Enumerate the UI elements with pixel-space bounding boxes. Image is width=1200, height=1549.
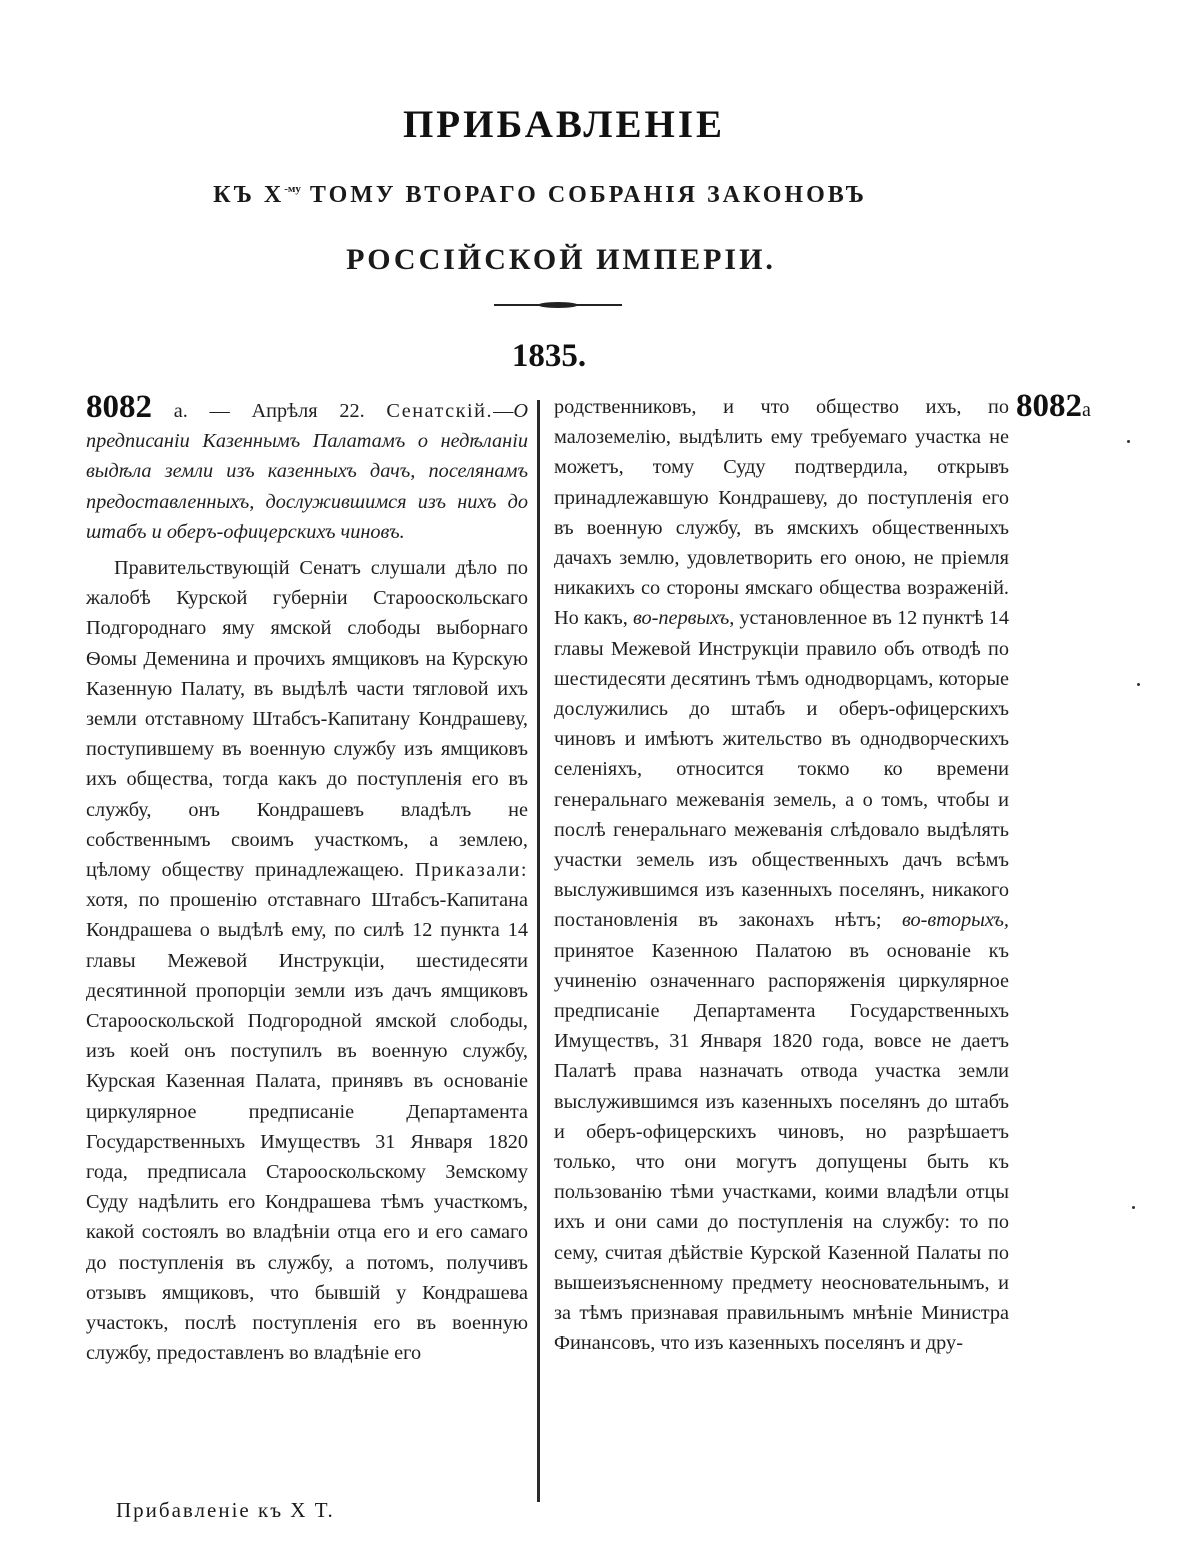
subtitle-sup: -му <box>284 183 301 195</box>
signature-mark: Прибавленіе къ X Т. <box>116 1498 335 1522</box>
year-heading: 1835. <box>511 338 587 374</box>
subtitle-post: ТОМУ ВТОРАГО СОБРАНІЯ ЗАКОНОВЪ <box>300 182 867 208</box>
right-column <box>554 392 1009 1359</box>
column-divider <box>537 400 540 1502</box>
print-speck <box>1132 1206 1135 1209</box>
prikazali-label: Приказали: <box>415 859 528 882</box>
body-paragraph <box>86 553 528 1368</box>
print-speck <box>1127 440 1130 443</box>
margin-number: 8082 <box>1016 388 1082 424</box>
right-text-a: родственниковъ, и что общество ихъ, по малоземелію, выдѣлить ему требуемаго участка не можетъ, тому Суду подтвердила, открывъ принадлежавшую Кондрашеву, до поступленія его въ военную службу, въ ямскихъ общественныхъ дачахъ землю, удовлетворить его оною, не пріемля никакихъ со стороны ямскаго общества возраженій. Но какъ, <box>554 396 1009 630</box>
entry-number: 8082 <box>86 389 152 425</box>
entry-title: О предписаніи Казеннымъ Палатамъ о недѣланіи выдѣла земли изъ казенныхъ дачъ, поселянамъ предоставленныхъ, дослужившимся изъ нихъ до штабъ и оберъ-офицерскихъ чиновъ. <box>86 400 528 543</box>
entry-dash: — <box>493 400 514 422</box>
vo-vtorykh: во-вторыхъ, <box>902 909 1009 932</box>
vo-pervykh: во-первыхъ, <box>632 607 735 630</box>
print-speck <box>1137 683 1140 686</box>
margin-entry-number <box>1016 388 1091 425</box>
page-subtitle-2: РОССІЙСКОЙ ИМПЕРІИ. <box>346 243 776 276</box>
entry-heading <box>86 389 528 547</box>
page-title: ПРИБАВЛЕНІЕ <box>402 103 726 146</box>
right-text-b: установленное въ 12 пунктѣ 14 главы Межевой Инструкціи правило объ отводѣ по шестидесяти десятинъ тѣмъ однодворцамъ, которые дослужились до штабъ и оберъ-офицерскихъ чиновъ и имѣютъ жительство въ однодворческихъ селеніяхъ, относится токмо ко времени генеральнаго межеванія земель, а о томъ, чтобы и послѣ генеральнаго межеванія слѣдовало выдѣлять участки земель изъ общественныхъ дачъ всѣмъ выслужившимся изъ казенныхъ поселянъ, никакого постановленія въ законахъ нѣтъ; <box>554 607 1010 932</box>
paragraph-text-a: Правительствующій Сенатъ слушали дѣло по жалобѣ Курской губерніи Старооскольскаго Подгороднаго яму ямской слободы выборнаго Ѳомы Деменина и прочихъ ямщиковъ на Курскую Казенную Палату, въ выдѣлѣ части тягловой ихъ земли отставному Штабсъ-Капитану Кондрашеву, поступившему въ военную службу изъ ямщиковъ ихъ общества, тогда какъ до поступленія его въ службу, онъ Кондрашевъ владѣлъ не собственнымъ своимъ участкомъ, а землею, цѣлому обществу принадлежащею. <box>86 557 528 882</box>
right-text-c: принятое Казенною Палатою въ основаніе къ учиненію означеннаго распоряженія циркулярное предписаніе Департамента Государственныхъ Имуществъ, 31 Января 1820 года, вовсе не даетъ Палатѣ права назначать отвода участка земли выслужившимся изъ казенныхъ поселянъ до штабъ и оберъ-офицерскихъ чиновъ, но разрѣшаетъ только, что они могутъ допущены быть къ пользованію тѣми участками, коими владѣли отцы ихъ и они сами до поступленія на службу: то по сему, считая дѣйствіе Курской Казенной Палаты по вышеизъясненному предмету неосновательнымъ, и за тѣмъ признавая правильнымъ мнѣніе Министра Финансовъ, что изъ казенныхъ поселянъ и дру- <box>554 939 1009 1355</box>
ornamental-rule <box>494 304 622 306</box>
paragraph-text-b: хотя, по прошенію отставнаго Штабсъ-Капитана Кондрашева о выдѣлѣ ему, по силѣ 12 пункта 14 главы Межевой Инструкціи, шестидесяти десятинной пропорціи земли изъ дачъ ямщиковъ Старооскольской Подгородной ямской слободы, изъ коей онъ поступилъ въ военную службу, Курская Казенная Палата, принявъ въ основаніе циркулярное предписаніе Департамента Государственныхъ Имуществъ 31 Января 1820 года, предписала Старооскольскому Земскому Суду надѣлить его Кондрашева тѣмъ участкомъ, какой состоялъ во владѣніи отца его и его самаго до поступленія въ службу, а потомъ, получивъ отзывъ ямщиковъ, что бывшій у Кондрашева участокъ, послѣ поступленія его въ военную службу, предоставленъ во владѣніе его <box>86 889 528 1365</box>
entry-date: а. — Апрѣля 22. <box>152 400 387 422</box>
subtitle-pre: КЪ X <box>213 182 285 208</box>
page-subtitle <box>0 182 1080 209</box>
entry-kind: Сенатскій. <box>386 400 494 422</box>
margin-suffix: а <box>1082 399 1091 421</box>
left-column <box>86 389 528 1369</box>
continued-paragraph <box>554 392 1009 1359</box>
